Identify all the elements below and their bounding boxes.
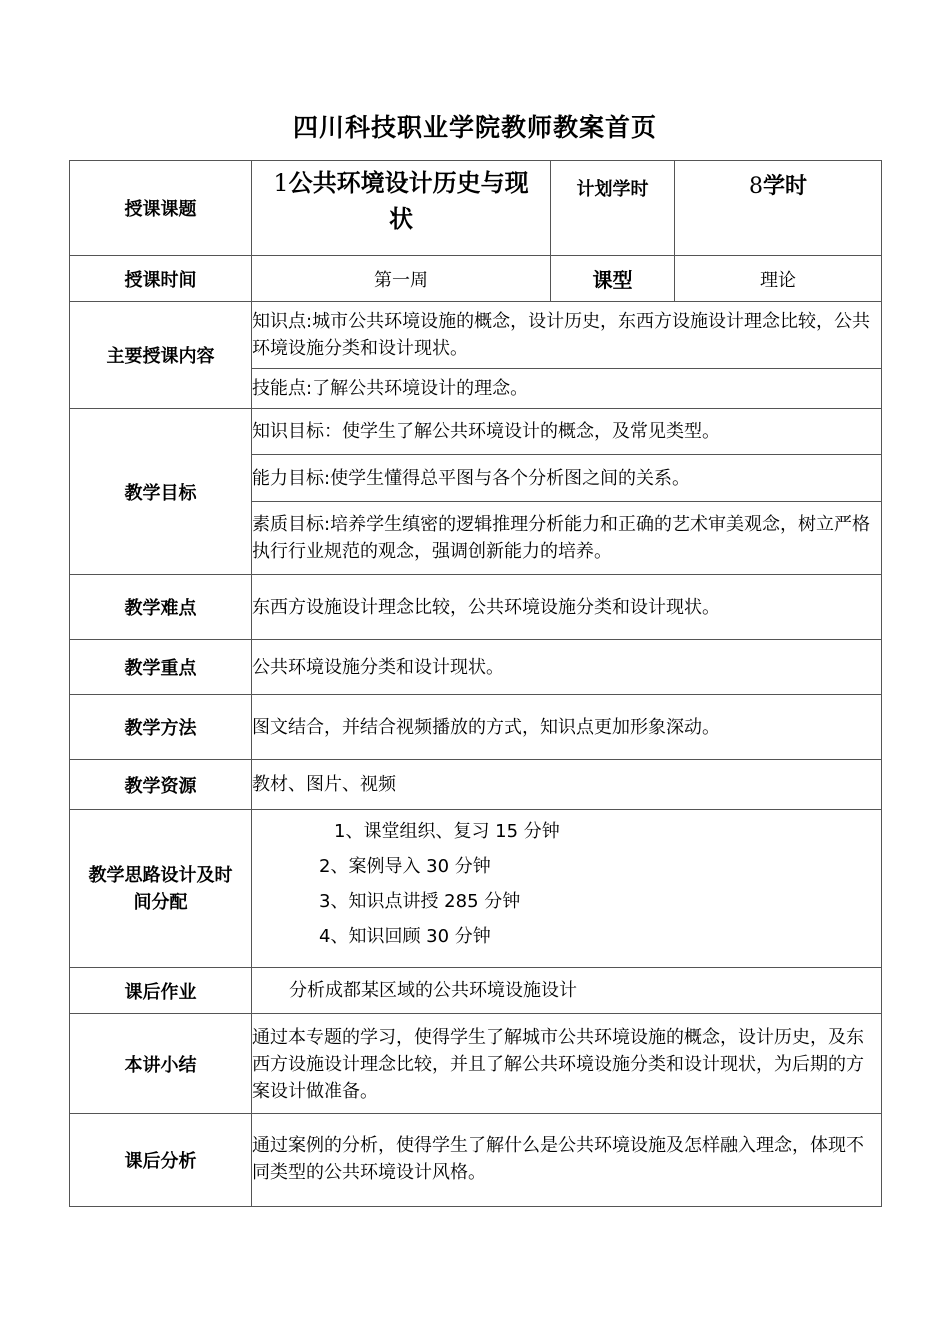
goal-knowledge: 知识目标：使学生了解公共环境设计的概念，及常见类型。 xyxy=(252,409,882,455)
topic-text: 公共环境设计历史与现状 xyxy=(288,169,529,233)
schedule-label xyxy=(70,810,252,968)
row-resources xyxy=(70,760,882,810)
time-label: 授课时间 xyxy=(70,256,252,302)
topic-cell xyxy=(252,161,551,256)
row-schedule xyxy=(70,810,882,968)
resources-value: 教材、图片、视频 xyxy=(252,760,882,810)
goal-quality: 素质目标:培养学生缜密的逻辑推理分析能力和正确的艺术审美观念，树立严格执行行业规范的观念，强调创新能力的培养。 xyxy=(252,502,882,575)
topic-number: 1 xyxy=(273,169,289,197)
row-difficulty xyxy=(70,575,882,640)
row-content-knowledge xyxy=(70,302,882,369)
homework-value: 分析成都某区域的公共环境设施设计 xyxy=(252,968,882,1014)
row-summary xyxy=(70,1014,882,1114)
type-label: 课型 xyxy=(551,256,675,302)
difficulty-label: 教学难点 xyxy=(70,575,252,640)
analysis-label: 课后分析 xyxy=(70,1114,252,1207)
hours-label: 计划学时 xyxy=(551,161,675,256)
summary-label: 本讲小结 xyxy=(70,1014,252,1114)
content-skill: 技能点:了解公共环境设计的理念。 xyxy=(252,369,882,409)
row-goal-knowledge xyxy=(70,409,882,455)
content-label: 主要授课内容 xyxy=(70,302,252,409)
schedule-item: 2、案例导入 30 分钟 xyxy=(319,856,491,877)
schedule-cell xyxy=(252,810,882,968)
row-time xyxy=(70,256,882,302)
lesson-plan-table xyxy=(69,160,882,1207)
schedule-item: 3、知识点讲授 285 分钟 xyxy=(319,891,521,912)
difficulty-value: 东西方设施设计理念比较，公共环境设施分类和设计现状。 xyxy=(252,575,882,640)
summary-value: 通过本专题的学习，使得学生了解城市公共环境设施的概念，设计历史，及东西方设施设计理念比较，并且了解公共环境设施分类和设计现状，为后期的方案设计做准备。 xyxy=(252,1014,882,1114)
goals-label: 教学目标 xyxy=(70,409,252,575)
schedule-item: 4、知识回顾 30 分钟 xyxy=(319,926,491,947)
key-points-label: 教学重点 xyxy=(70,640,252,695)
method-label: 教学方法 xyxy=(70,695,252,760)
schedule-item: 1、课堂组织、复习 15 分钟 xyxy=(334,821,560,842)
hours-number: 8 xyxy=(748,174,763,199)
content-knowledge: 知识点:城市公共环境设施的概念，设计历史，东西方设施设计理念比较，公共环境设施分类和设计现状。 xyxy=(252,302,882,369)
resources-label: 教学资源 xyxy=(70,760,252,810)
row-method xyxy=(70,695,882,760)
time-value: 第一周 xyxy=(252,256,551,302)
hours-cell xyxy=(675,161,882,256)
page-title: 四川科技职业学院教师教案首页 xyxy=(292,113,657,142)
row-analysis xyxy=(70,1114,882,1207)
homework-label: 课后作业 xyxy=(70,968,252,1014)
type-value: 理论 xyxy=(675,256,882,302)
hours-unit: 学时 xyxy=(762,174,807,199)
topic-label: 授课课题 xyxy=(70,161,252,256)
analysis-value: 通过案例的分析，使得学生了解什么是公共环境设施及怎样融入理念，体现不同类型的公共环境设计风格。 xyxy=(252,1114,882,1207)
method-value: 图文结合，并结合视频播放的方式，知识点更加形象深动。 xyxy=(252,695,882,760)
row-key-points xyxy=(70,640,882,695)
row-homework xyxy=(70,968,882,1014)
goal-ability: 能力目标:使学生懂得总平图与各个分析图之间的关系。 xyxy=(252,455,882,502)
schedule-label-line1: 教学思路设计及时 xyxy=(88,864,233,886)
row-topic xyxy=(70,161,882,256)
key-points-value: 公共环境设施分类和设计现状。 xyxy=(252,640,882,695)
schedule-label-line2: 间分配 xyxy=(133,891,188,913)
